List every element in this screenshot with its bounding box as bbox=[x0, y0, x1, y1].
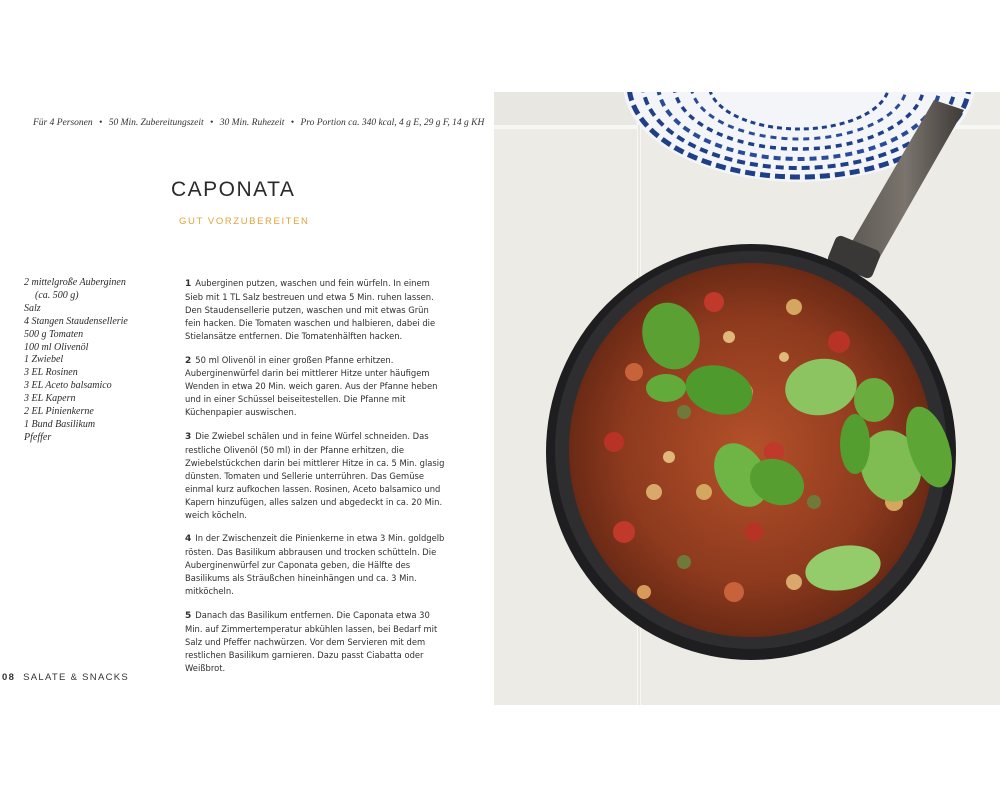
ingredient-item: 1 Zwiebel bbox=[24, 354, 64, 366]
ingredient-item: 100 ml Olivenöl bbox=[24, 341, 89, 353]
step-number: 1 bbox=[185, 279, 192, 289]
step-number: 4 bbox=[185, 534, 192, 545]
ingredient-item: 3 EL Kapern bbox=[24, 393, 76, 405]
step-5 bbox=[185, 609, 447, 675]
ingredient-item: 2 mittelgroße Auberginen bbox=[24, 277, 126, 288]
recipe-meta-line bbox=[33, 118, 484, 128]
ingredient-item: 3 EL Rosinen bbox=[24, 367, 78, 379]
ingredient-item: 2 EL Pinienkerne bbox=[24, 406, 94, 418]
separator: • bbox=[210, 118, 214, 128]
servings: Für 4 Personen bbox=[33, 118, 93, 128]
ingredient-item: (ca. 500 g) bbox=[35, 289, 79, 301]
ingredient-item: 4 Stangen Staudensellerie bbox=[24, 315, 128, 327]
step-text: 50 ml Olivenöl in einer großen Pfanne erhitzen. Auberginenwürfel darin bei mittlerer Hitze unter häufigem Wenden in etwa 20 Min. weich garen. Aus der Pfanne heben und in einer Schüssel beiseitestellen. Die Pfanne mit Küchenpapier auswischen. bbox=[185, 354, 438, 418]
step-2 bbox=[185, 354, 447, 420]
caponata-photo bbox=[494, 92, 1000, 705]
separator: • bbox=[99, 118, 103, 128]
step-number: 5 bbox=[185, 610, 192, 621]
food-illustration bbox=[494, 92, 1000, 705]
step-number: 2 bbox=[185, 355, 192, 366]
instruction-steps bbox=[185, 277, 447, 685]
left-page bbox=[0, 0, 494, 800]
ingredient-item: Salz bbox=[24, 302, 41, 314]
ingredient-item: 1 Bund Basilikum bbox=[24, 418, 96, 430]
step-text: In der Zwischenzeit die Pinienkerne in etwa 3 Min. goldgelb rösten. Das Basilikum abbrausen und trocken schütteln. Die Auberginenwürfel zur Caponata geben, die Hälfte des Basilikums als Sträußchen hineinhängen und ca. 3 Min. mitköcheln. bbox=[185, 533, 445, 597]
recipe-title: CAPONATA bbox=[171, 178, 296, 201]
ingredient-list bbox=[24, 277, 128, 445]
ingredient-item: Pfeffer bbox=[24, 431, 52, 443]
nutrition-info: Pro Portion ca. 340 kcal, 4 g E, 29 g F, 14 g KH bbox=[300, 118, 485, 128]
page-footer bbox=[2, 672, 129, 683]
page-number: 08 bbox=[2, 672, 16, 683]
prep-time: 50 Min. Zubereitungszeit bbox=[108, 118, 204, 128]
ingredient-item: 3 EL Aceto balsamico bbox=[24, 380, 112, 392]
separator: • bbox=[290, 118, 295, 128]
step-4 bbox=[185, 532, 447, 598]
step-text: Danach das Basilikum entfernen. Die Caponata etwa 30 Min. auf Zimmertemperatur abkühlen lassen, bei Bedarf mit Salz und Pfeffer nachwürzen. Vor dem Servieren mit dem restlichen Basilikum garnieren. Dazu passt Ciabatta oder Weißbrot. bbox=[185, 609, 438, 673]
step-1 bbox=[185, 277, 447, 343]
ingredient-item: 500 g Tomaten bbox=[24, 328, 84, 340]
section-name: SALATE & SNACKS bbox=[23, 672, 130, 683]
step-text: Die Zwiebel schälen und in feine Würfel schneiden. Das restliche Olivenöl (50 ml) in der Pfanne erhitzen, die Zwiebelstückchen darin bei mittlerer Hitze in ca. 5 Min. glasig dünsten. Tomaten und Sellerie unterrühren. Das Gemüse einmal kurz aufkochen lassen. Rosinen, Aceto balsamico und Kapern hinzufügen, alles salzen und abgedeckt in ca. 20 Min. weich köcheln. bbox=[185, 431, 445, 520]
step-number: 3 bbox=[185, 432, 192, 443]
rest-time: 30 Min. Ruhezeit bbox=[219, 118, 285, 128]
step-3 bbox=[185, 430, 447, 521]
recipe-subtitle: GUT VORZUBEREITEN bbox=[179, 216, 310, 227]
step-text: Auberginen putzen, waschen und fein würfeln. In einem Sieb mit 1 TL Salz bestreuen und etwa 5 Min. ruhen lassen. Den Staudensellerie putzen, waschen und mit etwas Grün fein hacken. Die Tomaten waschen und halbieren, dabei die Stielansätze entfernen. Die Tomatenhälften hacken. bbox=[185, 278, 436, 341]
